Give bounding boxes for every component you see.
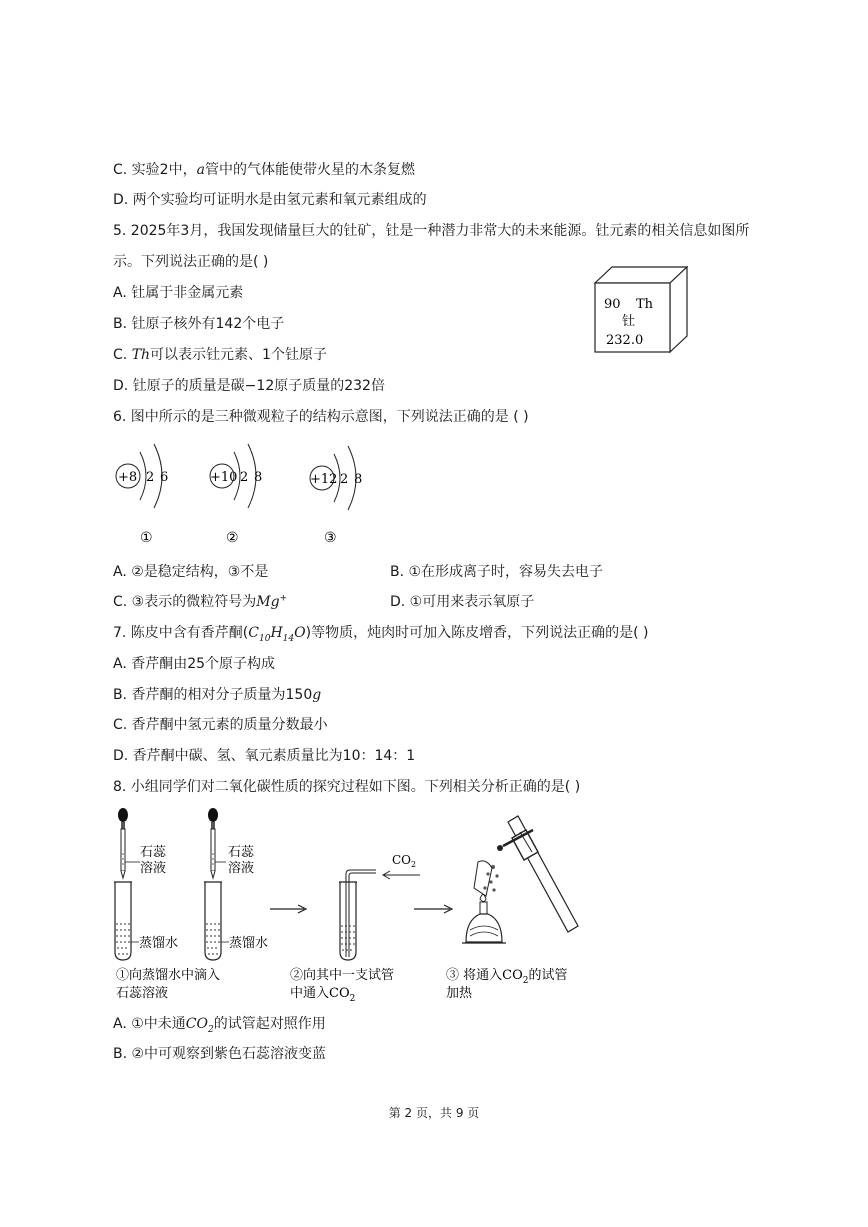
particle-3-label: ③ (324, 530, 337, 546)
page-footer: 第 2 页，共 9 页 (388, 1106, 480, 1120)
dropper-1-label-solution: 溶液 (140, 861, 167, 876)
formula-c-sub: 10 (259, 633, 271, 644)
q5-option-c-rest: 可以表示钍元素、1个钍原子 (150, 347, 327, 363)
q5-option-b: B. 钍原子核外有142个电子 (113, 316, 285, 332)
heating-setup (462, 816, 578, 943)
caption-2-line2: 中通入$CO_2$ (290, 986, 356, 1004)
q8-option-b: B. ②中可观察到紫色石蕊溶液变蓝 (113, 1046, 327, 1062)
tube-label-a: a (196, 162, 205, 178)
co2-label: $CO_2$ (392, 853, 417, 869)
formula-c: C (248, 625, 259, 641)
q7-option-b-unit: g (312, 687, 322, 703)
q7-option-a: A. 香芹酮由25个原子构成 (113, 656, 276, 672)
q8-option-a (113, 1014, 326, 1034)
q4-option-c-text: C. 实验2中， (113, 162, 197, 178)
particle-1-label: ① (140, 530, 153, 546)
particle-1-shell-2: 6 (160, 470, 169, 485)
tube-1-label-water: 蒸馏水 (139, 936, 179, 951)
particle-2-shell-2: 8 (254, 470, 263, 485)
q4-option-c-rest: 管中的气体能使带火星的木条复燃 (204, 162, 415, 178)
element-name: 钍 (622, 314, 636, 329)
q6-option-a: A. ②是稳定结构，③不是 (113, 564, 269, 580)
q7-option-c: C. 香芹酮中氢元素的质量分数最小 (113, 717, 328, 733)
q7-option-b-prefix: B. 香芹酮的相对分子质量为150 (113, 687, 313, 703)
dropper-2-label-litmus: 石蕊 (228, 845, 255, 860)
q5-option-c (113, 345, 327, 365)
dropper-2-label-solution: 溶液 (228, 861, 255, 876)
q7-option-b (113, 685, 321, 705)
formula-h-sub: 14 (282, 633, 295, 644)
q7-stem (113, 623, 648, 643)
test-tube-1 (114, 882, 132, 960)
particle-3-diagram (310, 446, 362, 546)
element-atomic-mass: 232.0 (606, 333, 644, 348)
formula-h: H (270, 625, 283, 641)
q5-stem-line2: 示。下列说法正确的是( ) (113, 254, 269, 270)
element-atomic-number: 90 (604, 297, 621, 312)
caption-1-line1: ①向蒸馏水中滴入 (116, 968, 221, 983)
particle-3-shell-2: 8 (354, 472, 363, 487)
particle-1-shell-1: 2 (146, 470, 155, 485)
thorium-element-cell (592, 266, 688, 354)
particle-2-label: ② (226, 530, 239, 546)
particle-1-diagram (116, 444, 168, 546)
q7-option-d: D. 香芹酮中碳、氢、氧元素质量比为10：14：1 (113, 748, 416, 764)
particle-2-diagram (210, 444, 262, 546)
q5-option-d: D. 钍原子的质量是碳−12原子质量的232倍 (113, 378, 385, 394)
q6-stem: 6. 图中所示的是三种微观粒子的结构示意图，下列说法正确的是 ( ) (113, 409, 529, 425)
caption-3-line2: 加热 (446, 986, 473, 1001)
caption-1-line2: 石蕊溶液 (116, 986, 169, 1001)
dropper-2 (208, 808, 218, 878)
step-arrow-1 (270, 905, 306, 913)
q5-option-c-prefix: C. (113, 347, 132, 363)
particle-3-nucleus: +12 (310, 472, 338, 487)
q7-stem-suffix: )等物质，炖肉时可加入陈皮增香，下列说法正确的是( ) (305, 625, 649, 641)
q5-option-a: A. 钍属于非金属元素 (113, 285, 244, 301)
q8-option-a-symbol: CO (185, 1016, 208, 1032)
carvone-formula (248, 625, 306, 644)
caption-3-line1: ③ 将通入$CO_2$的试管 (446, 968, 568, 986)
particle-3-shell-1: 2 (340, 472, 349, 487)
particle-1-nucleus: +8 (118, 470, 138, 485)
q6-option-b: B. ①在形成离子时，容易失去电子 (390, 564, 604, 580)
q6-option-c (113, 592, 287, 612)
q8-option-a-suffix: 的试管起对照作用 (213, 1016, 326, 1032)
step-arrow-2 (414, 905, 452, 913)
q7-stem-prefix: 7. 陈皮中含有香芹酮( (113, 625, 249, 641)
q5-stem-line1: 5. 2025年3月，我国发现储量巨大的钍矿，钍是一种潜力非常大的未来能源。钍元素的相关信息如图所 (113, 223, 750, 239)
caption-2-line1: ②向其中一支试管 (290, 968, 395, 983)
q4-option-d: D. 两个实验均可证明水是由氢元素和氧元素组成的 (113, 192, 427, 208)
q6-option-c-prefix: C. ③表示的微粒符号为 (113, 594, 257, 610)
dropper-1 (118, 808, 128, 878)
q8-stem: 8. 小组同学们对二氧化碳性质的探究过程如下图。下列相关分析正确的是( ) (113, 779, 581, 795)
test-tube-2 (204, 882, 222, 960)
q8-option-a-prefix: A. ①中未通 (113, 1016, 186, 1032)
q8-option-a-sub: 2 (208, 1024, 214, 1035)
particle-2-nucleus: +10 (210, 470, 238, 485)
co2-experiment-diagram (108, 802, 588, 1004)
element-symbol: Th (636, 297, 654, 312)
q4-option-c (113, 160, 415, 180)
formula-o: O (294, 625, 306, 641)
dropper-1-label-litmus: 石蕊 (140, 845, 167, 860)
test-tube-3 (339, 870, 376, 960)
atomic-structure-diagrams (110, 436, 380, 546)
co2-inlet-arrow (383, 871, 420, 879)
q5-option-c-symbol: Th (131, 347, 151, 363)
particle-2-shell-1: 2 (240, 470, 249, 485)
tube-2-label-water: 蒸馏水 (229, 936, 269, 951)
q6-option-c-symbol: Mg (256, 594, 280, 610)
q6-option-c-charge: + (279, 593, 288, 604)
q6-option-d: D. ①可用来表示氧原子 (390, 594, 535, 610)
